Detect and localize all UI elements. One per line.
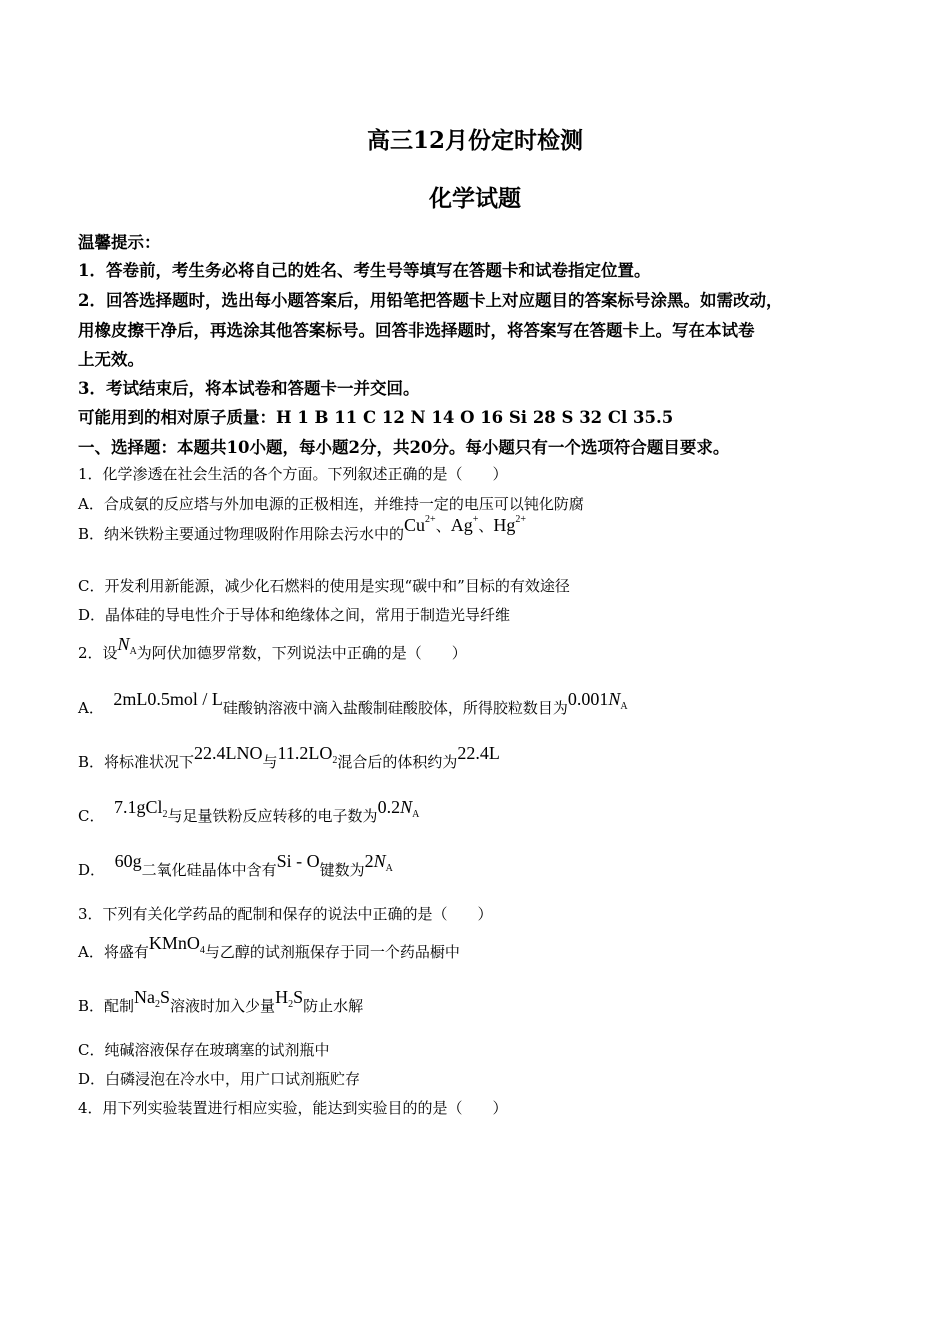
separator: 、 <box>435 517 451 535</box>
formula: S <box>160 987 171 1007</box>
section-heading: 一、选择题：本题共10小题，每小题2分，共20分。每小题只有一个选项符合题目要求。 <box>78 438 730 457</box>
avogadro-symbol: N <box>608 689 621 709</box>
option-text: 硅酸钠溶液中滴入盐酸制硅酸胶体，所得胶粒数目为 <box>222 699 568 717</box>
avogadro-subscript: A <box>129 646 137 657</box>
subscript: 2 <box>288 999 294 1010</box>
notice-item-2-line-1: 2．回答选择题时，选出每小题答案后，用铅笔把答题卡上对应题目的答案标号涂黑。如需改动， <box>78 291 783 310</box>
q1-option-b <box>78 514 526 544</box>
q2-option-b <box>78 743 500 774</box>
avogadro-symbol: N <box>373 851 386 871</box>
q4-stem: 4．用下列实验装置进行相应实验，能达到实验目的的是（ ） <box>78 1099 508 1117</box>
atomic-masses: 可能用到的相对原子质量：H 1 B 11 C 12 N 14 O 16 Si 28 S 32 Cl 35.5 <box>78 408 674 427</box>
ion-ag-charge: + <box>472 514 479 525</box>
value: 0.001 <box>567 689 609 709</box>
ion-cu-charge: 2+ <box>425 514 436 525</box>
q2-stem-suffix: 为阿伏加德罗常数，下列说法中正确的是（ ） <box>136 644 467 662</box>
option-text: 与足量铁粉反应转移的电子数为 <box>167 807 378 825</box>
formula: 7.1gCl <box>114 797 163 817</box>
formula: S <box>293 987 304 1007</box>
formula: KMnO <box>148 933 200 953</box>
q3-stem: 3．下列有关化学药品的配制和保存的说法中正确的是（ ） <box>78 905 493 923</box>
q1-option-d: D．晶体硅的导电性介于导体和绝缘体之间，常用于制造光导纤维 <box>78 606 511 624</box>
q1-option-a: A．合成氨的反应塔与外加电源的正极相连，并维持一定的电压可以钝化防腐 <box>78 495 584 513</box>
option-text: 混合后的体积约为 <box>337 753 458 771</box>
q3-option-b <box>78 987 364 1018</box>
option-text: B．将标准状况下 <box>78 753 195 771</box>
subscript: 2 <box>162 809 168 820</box>
q3-option-c: C．纯碱溶液保存在玻璃塞的试剂瓶中 <box>78 1041 330 1059</box>
q3-option-d: D．白磷浸泡在冷水中，用广口试剂瓶贮存 <box>78 1070 361 1088</box>
option-text: 二氧化硅晶体中含有 <box>141 861 277 879</box>
option-label: D． <box>78 861 106 879</box>
q2-option-a <box>78 689 628 720</box>
avogadro-subscript: A <box>412 809 420 820</box>
q2-option-c <box>78 797 420 828</box>
subscript: 2 <box>332 755 338 766</box>
option-label: A． <box>78 699 104 717</box>
page-subtitle: 化学试题 <box>429 185 521 212</box>
formula: H <box>275 987 289 1007</box>
ion-ag: Ag <box>450 515 473 535</box>
notice-item-3: 3．考试结束后，将本试卷和答题卡一并交回。 <box>78 379 420 398</box>
notice-heading: 温馨提示： <box>78 233 161 252</box>
value: 2 <box>364 851 374 871</box>
q3-option-a <box>78 933 460 964</box>
ion-hg-charge: 2+ <box>515 514 526 525</box>
option-text: A．将盛有 <box>78 943 149 961</box>
ion-cu: Cu <box>404 515 426 535</box>
option-label: C． <box>78 807 105 825</box>
q2-option-d <box>78 851 393 882</box>
option-text: 与 <box>262 753 278 771</box>
notice-item-1: 1．答卷前，考生务必将自己的姓名、考生号等填写在答题卡和试卷指定位置。 <box>78 261 651 280</box>
subscript: 4 <box>199 945 205 956</box>
avogadro-subscript: A <box>620 701 628 712</box>
notice-item-2-line-3: 上无效。 <box>78 350 144 369</box>
option-text: 防止水解 <box>303 997 364 1015</box>
option-text: 溶液时加入少量 <box>170 997 276 1015</box>
q1-option-c: C．开发利用新能源，减少化石燃料的使用是实现“碳中和”目标的有效途径 <box>78 577 570 595</box>
option-text: 键数为 <box>319 861 365 879</box>
formula: 60g <box>114 851 142 871</box>
avogadro-symbol: N <box>400 797 413 817</box>
avogadro-subscript: A <box>385 863 393 874</box>
formula: 2mL0.5mol / L <box>113 689 223 709</box>
option-text: 与乙醇的试剂瓶保存于同一个药品橱中 <box>204 943 460 961</box>
avogadro-symbol: N <box>117 634 130 654</box>
formula: 11.2LO <box>277 743 333 763</box>
ion-hg: Hg <box>493 515 516 535</box>
q1-option-b-text: B．纳米铁粉主要通过物理吸附作用除去污水中的 <box>78 525 405 543</box>
subscript: 2 <box>155 999 161 1010</box>
formula: 22.4L <box>457 743 500 763</box>
q2-stem <box>78 634 467 665</box>
q2-stem-prefix: 2．设 <box>78 644 118 662</box>
notice-item-2-line-2: 用橡皮擦干净后，再选涂其他答案标号。回答非选择题时，将答案写在答题卡上。写在本试卷 <box>78 321 755 340</box>
separator: 、 <box>478 517 494 535</box>
formula: 22.4LNO <box>194 743 263 763</box>
page-title: 高三12月份定时检测 <box>366 127 583 154</box>
formula: Si - O <box>276 851 320 871</box>
value: 0.2 <box>377 797 401 817</box>
formula: Na <box>134 987 156 1007</box>
q1-stem: 1．化学渗透在社会生活的各个方面。下列叙述正确的是（ ） <box>78 465 508 483</box>
option-text: B．配制 <box>78 997 135 1015</box>
